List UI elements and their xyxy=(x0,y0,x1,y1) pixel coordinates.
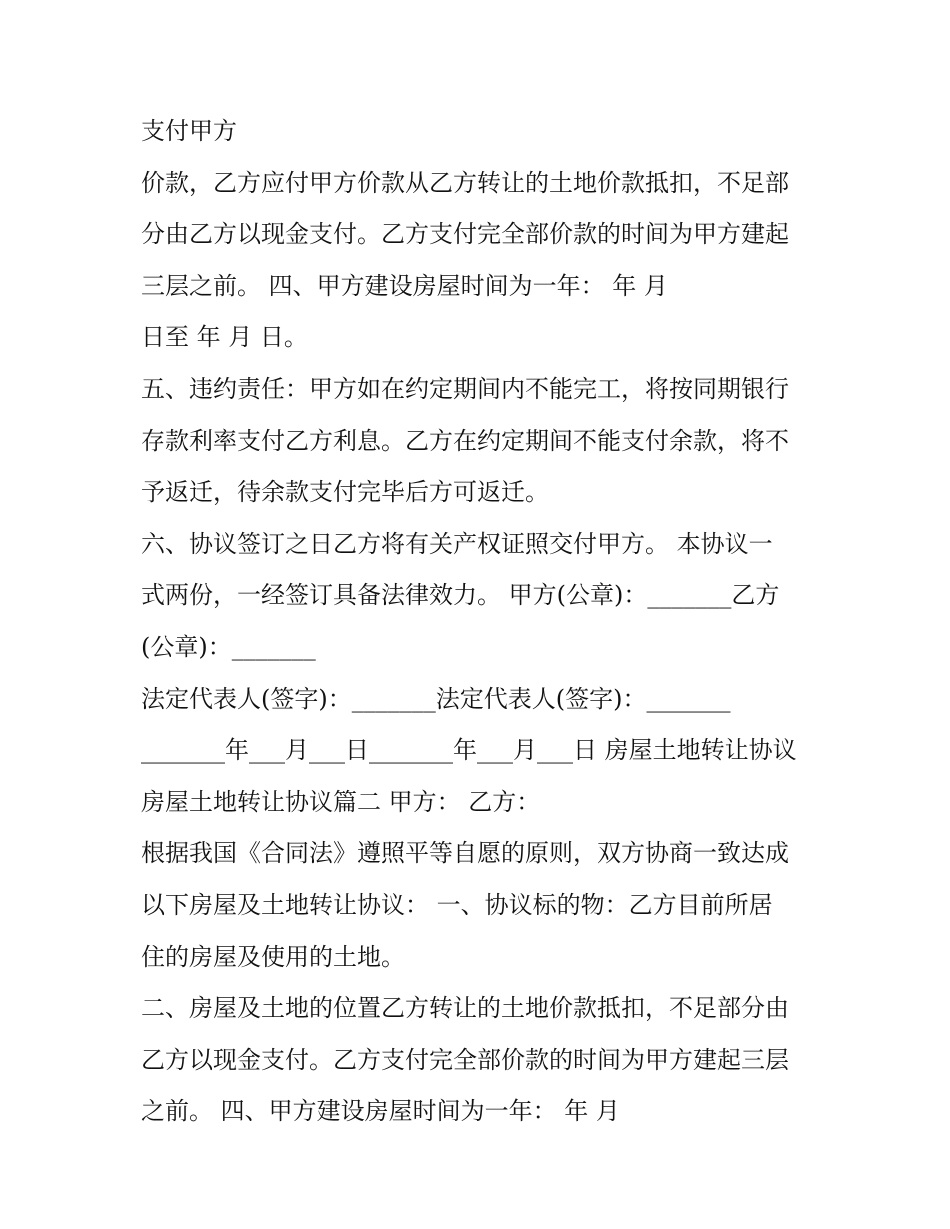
text-line: 存款利率支付乙方利息。乙方在约定期间不能支付余款，将不 xyxy=(141,426,789,455)
text-line: 三层之前。 四、甲方建设房屋时间为一年： 年 月 xyxy=(141,271,668,300)
text-line: 以下房屋及土地转让协议： 一、协议标的物：乙方目前所居 xyxy=(141,890,773,919)
text-line: 住的房屋及使用的土地。 xyxy=(141,942,405,971)
text-line: 式两份，一经签订具备法律效力。 甲方(公章)：_______乙方 xyxy=(141,581,780,610)
text-line: 日至 年 月 日。 xyxy=(141,323,308,352)
text-line: 之前。 四、甲方建设房屋时间为一年： 年 月 xyxy=(141,1097,620,1126)
text-line: (公章)：_______ xyxy=(141,632,316,661)
text-line: 根据我国《合同法》遵照平等自愿的原则，双方协商一致达成 xyxy=(141,839,789,868)
text-line: 乙方以现金支付。乙方支付完全部价款的时间为甲方建起三层 xyxy=(141,1045,789,1074)
text-line: 二、房屋及土地的位置乙方转让的土地价款抵扣，不足部分由 xyxy=(141,994,789,1023)
text-line: 六、协议签订之日乙方将有关产权证照交付甲方。 本协议一 xyxy=(141,529,773,558)
document-body xyxy=(141,106,831,1138)
text-line: 五、违约责任：甲方如在约定期间内不能完工，将按同期银行 xyxy=(141,374,789,403)
text-line: 房屋土地转让协议篇二 甲方： 乙方： xyxy=(141,787,541,816)
text-line: 价款，乙方应付甲方价款从乙方转让的土地价款抵扣，不足部 xyxy=(141,168,789,197)
text-line: 予返迁，待余款支付完毕后方可返迁。 xyxy=(141,478,549,507)
text-line: 分由乙方以现金支付。乙方支付完全部价款的时间为甲方建起 xyxy=(141,220,789,249)
text-line: 支付甲方 xyxy=(141,117,237,145)
text-line: _______年___月___日_______年___月___日 房屋土地转让协议 xyxy=(141,736,797,765)
text-line: 法定代表人(签字)：_______法定代表人(签字)：_______ xyxy=(141,684,731,713)
